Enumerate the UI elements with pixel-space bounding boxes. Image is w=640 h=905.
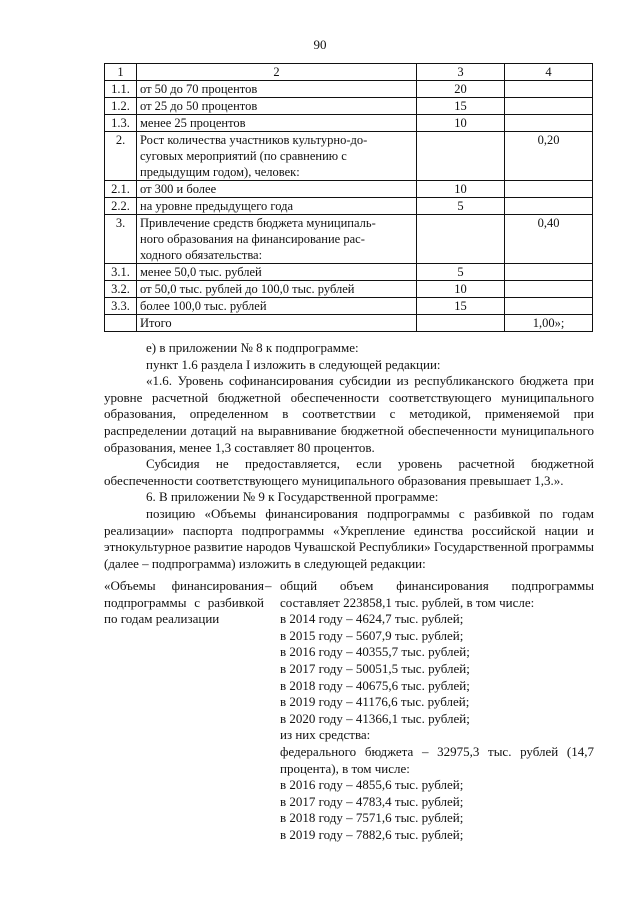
- row-number: 2.1.: [105, 181, 137, 198]
- header-cell: 3: [417, 64, 505, 81]
- year-line: в 2014 году – 4624,7 тыс. рублей;: [280, 611, 464, 627]
- table-row: [105, 132, 593, 181]
- row-score: [417, 315, 505, 332]
- passport-dash: –: [265, 578, 272, 593]
- table-row: [105, 98, 593, 115]
- paragraph: 6. В приложении № 9 к Государственной программе:: [146, 489, 439, 505]
- row-weight: [505, 198, 593, 215]
- year-line: в 2017 году – 4783,4 тыс. рублей;: [280, 793, 464, 809]
- row-score: 10: [417, 181, 505, 198]
- header-cell: 1: [105, 64, 137, 81]
- header-cell: 2: [137, 64, 417, 81]
- row-score: 5: [417, 198, 505, 215]
- row-weight: [505, 115, 593, 132]
- table-header-row: [105, 64, 593, 81]
- row-number: 2.: [105, 132, 137, 181]
- table-row: [105, 81, 593, 98]
- row-description: более 100,0 тыс. рублей: [137, 298, 417, 315]
- row-description-line: предыдущим годом), человек:: [140, 165, 300, 179]
- row-weight: [505, 281, 593, 298]
- row-weight: [505, 298, 593, 315]
- row-number: 1.1.: [105, 81, 137, 98]
- row-description-line: суговых мероприятий (по сравнению с: [140, 149, 347, 163]
- row-score: 15: [417, 298, 505, 315]
- table-row: [105, 298, 593, 315]
- row-description: от 25 до 50 процентов: [137, 98, 417, 115]
- page-number: 90: [313, 37, 327, 52]
- year-line: в 2018 году – 7571,6 тыс. рублей;: [280, 810, 464, 826]
- passport-label: «Объемы финансирования подпрограммы с разбивкой по годам реализации: [104, 578, 264, 627]
- header-cell: 4: [505, 64, 593, 81]
- row-score: [417, 132, 505, 181]
- year-line: в 2020 году – 41366,1 тыс. рублей;: [280, 710, 470, 726]
- passport-values: [280, 578, 594, 844]
- year-line: в 2017 году – 50051,5 тыс. рублей;: [280, 660, 470, 676]
- paragraph: позицию «Объемы финансирования подпрограммы с разбивкой по годам реализации» паспорта подпрограммы «Укрепление единства российской нации и этнокультурное развитие народов Чувашской Республики» Государственной программы (далее – подпрограмма) изложить в следующей редакции:: [104, 505, 594, 571]
- row-description: на уровне предыдущего года: [137, 198, 417, 215]
- table-row: [105, 264, 593, 281]
- federal-budget: федерального бюджета – 32975,3 тыс. рублей (14,7 процента), в том числе:: [280, 743, 594, 776]
- row-weight: [505, 181, 593, 198]
- row-description: менее 50,0 тыс. рублей: [137, 264, 417, 281]
- table-row: [105, 281, 593, 298]
- year-line: в 2016 году – 4855,6 тыс. рублей;: [280, 777, 464, 793]
- year-line: в 2018 году – 40675,6 тыс. рублей;: [280, 677, 470, 693]
- table-row: [105, 115, 593, 132]
- sources-label: из них средства:: [280, 727, 371, 743]
- year-line: в 2019 году – 7882,6 тыс. рублей;: [280, 826, 464, 842]
- row-number: 3.1.: [105, 264, 137, 281]
- row-number: 3.3.: [105, 298, 137, 315]
- row-score: [417, 215, 505, 264]
- row-description-line: ходного обязательства:: [140, 248, 263, 262]
- year-line: в 2015 году – 5607,9 тыс. рублей;: [280, 627, 464, 643]
- row-weight: 1,00»;: [505, 315, 593, 332]
- paragraph: Субсидия не предоставляется, если уровень расчетной бюджетной обеспеченности соответствующего муниципального образования превышает 1,3.».: [104, 456, 594, 488]
- row-number: [105, 315, 137, 332]
- row-weight: [505, 81, 593, 98]
- criteria-table: [104, 63, 593, 332]
- row-weight: [505, 264, 593, 281]
- row-description-line: Рост количества участников культурно-до-: [140, 133, 368, 147]
- row-number: 2.2.: [105, 198, 137, 215]
- row-weight: [505, 98, 593, 115]
- row-number: 1.3.: [105, 115, 137, 132]
- row-number: 3.: [105, 215, 137, 264]
- financing-total: общий объем финансирования подпрограммы составляет 223858,1 тыс. рублей, в том числе:: [280, 578, 594, 610]
- amendment-text: [104, 340, 594, 572]
- row-description: менее 25 процентов: [137, 115, 417, 132]
- row-description: от 50 до 70 процентов: [137, 81, 417, 98]
- table-row: [105, 215, 593, 264]
- row-score: 20: [417, 81, 505, 98]
- row-description: [137, 132, 417, 181]
- row-number: 3.2.: [105, 281, 137, 298]
- row-description: [137, 215, 417, 264]
- row-number: 1.2.: [105, 98, 137, 115]
- row-description-line: Привлечение средств бюджета муниципаль-: [140, 216, 376, 230]
- row-description: от 300 и более: [137, 181, 417, 198]
- row-description: от 50,0 тыс. рублей до 100,0 тыс. рублей: [137, 281, 417, 298]
- paragraph: «1.6. Уровень софинансирования субсидии из республиканского бюджета при уровне расчетной бюджетной обеспеченности соответствующего муниципального образования, определенном в соответствии с методикой, применяемой при распределении дотаций на выравнивание бюджетной обеспеченности муниципального образования, менее 1,3 составляет 80 процентов.: [104, 373, 594, 455]
- table-total-row: [105, 315, 593, 332]
- row-score: 5: [417, 264, 505, 281]
- row-score: 10: [417, 115, 505, 132]
- paragraph: е) в приложении № 8 к подпрограмме:: [146, 340, 359, 355]
- row-weight: 0,40: [505, 215, 593, 264]
- year-line: в 2016 году – 40355,7 тыс. рублей;: [280, 644, 470, 660]
- row-description-line: ного образования на финансирование рас-: [140, 232, 365, 246]
- row-score: 15: [417, 98, 505, 115]
- row-description: Итого: [137, 315, 417, 332]
- table-row: [105, 181, 593, 198]
- row-score: 10: [417, 281, 505, 298]
- year-line: в 2019 году – 41176,6 тыс. рублей;: [280, 694, 470, 710]
- table-row: [105, 198, 593, 215]
- row-weight: 0,20: [505, 132, 593, 181]
- paragraph: пункт 1.6 раздела I изложить в следующей редакции:: [146, 356, 441, 372]
